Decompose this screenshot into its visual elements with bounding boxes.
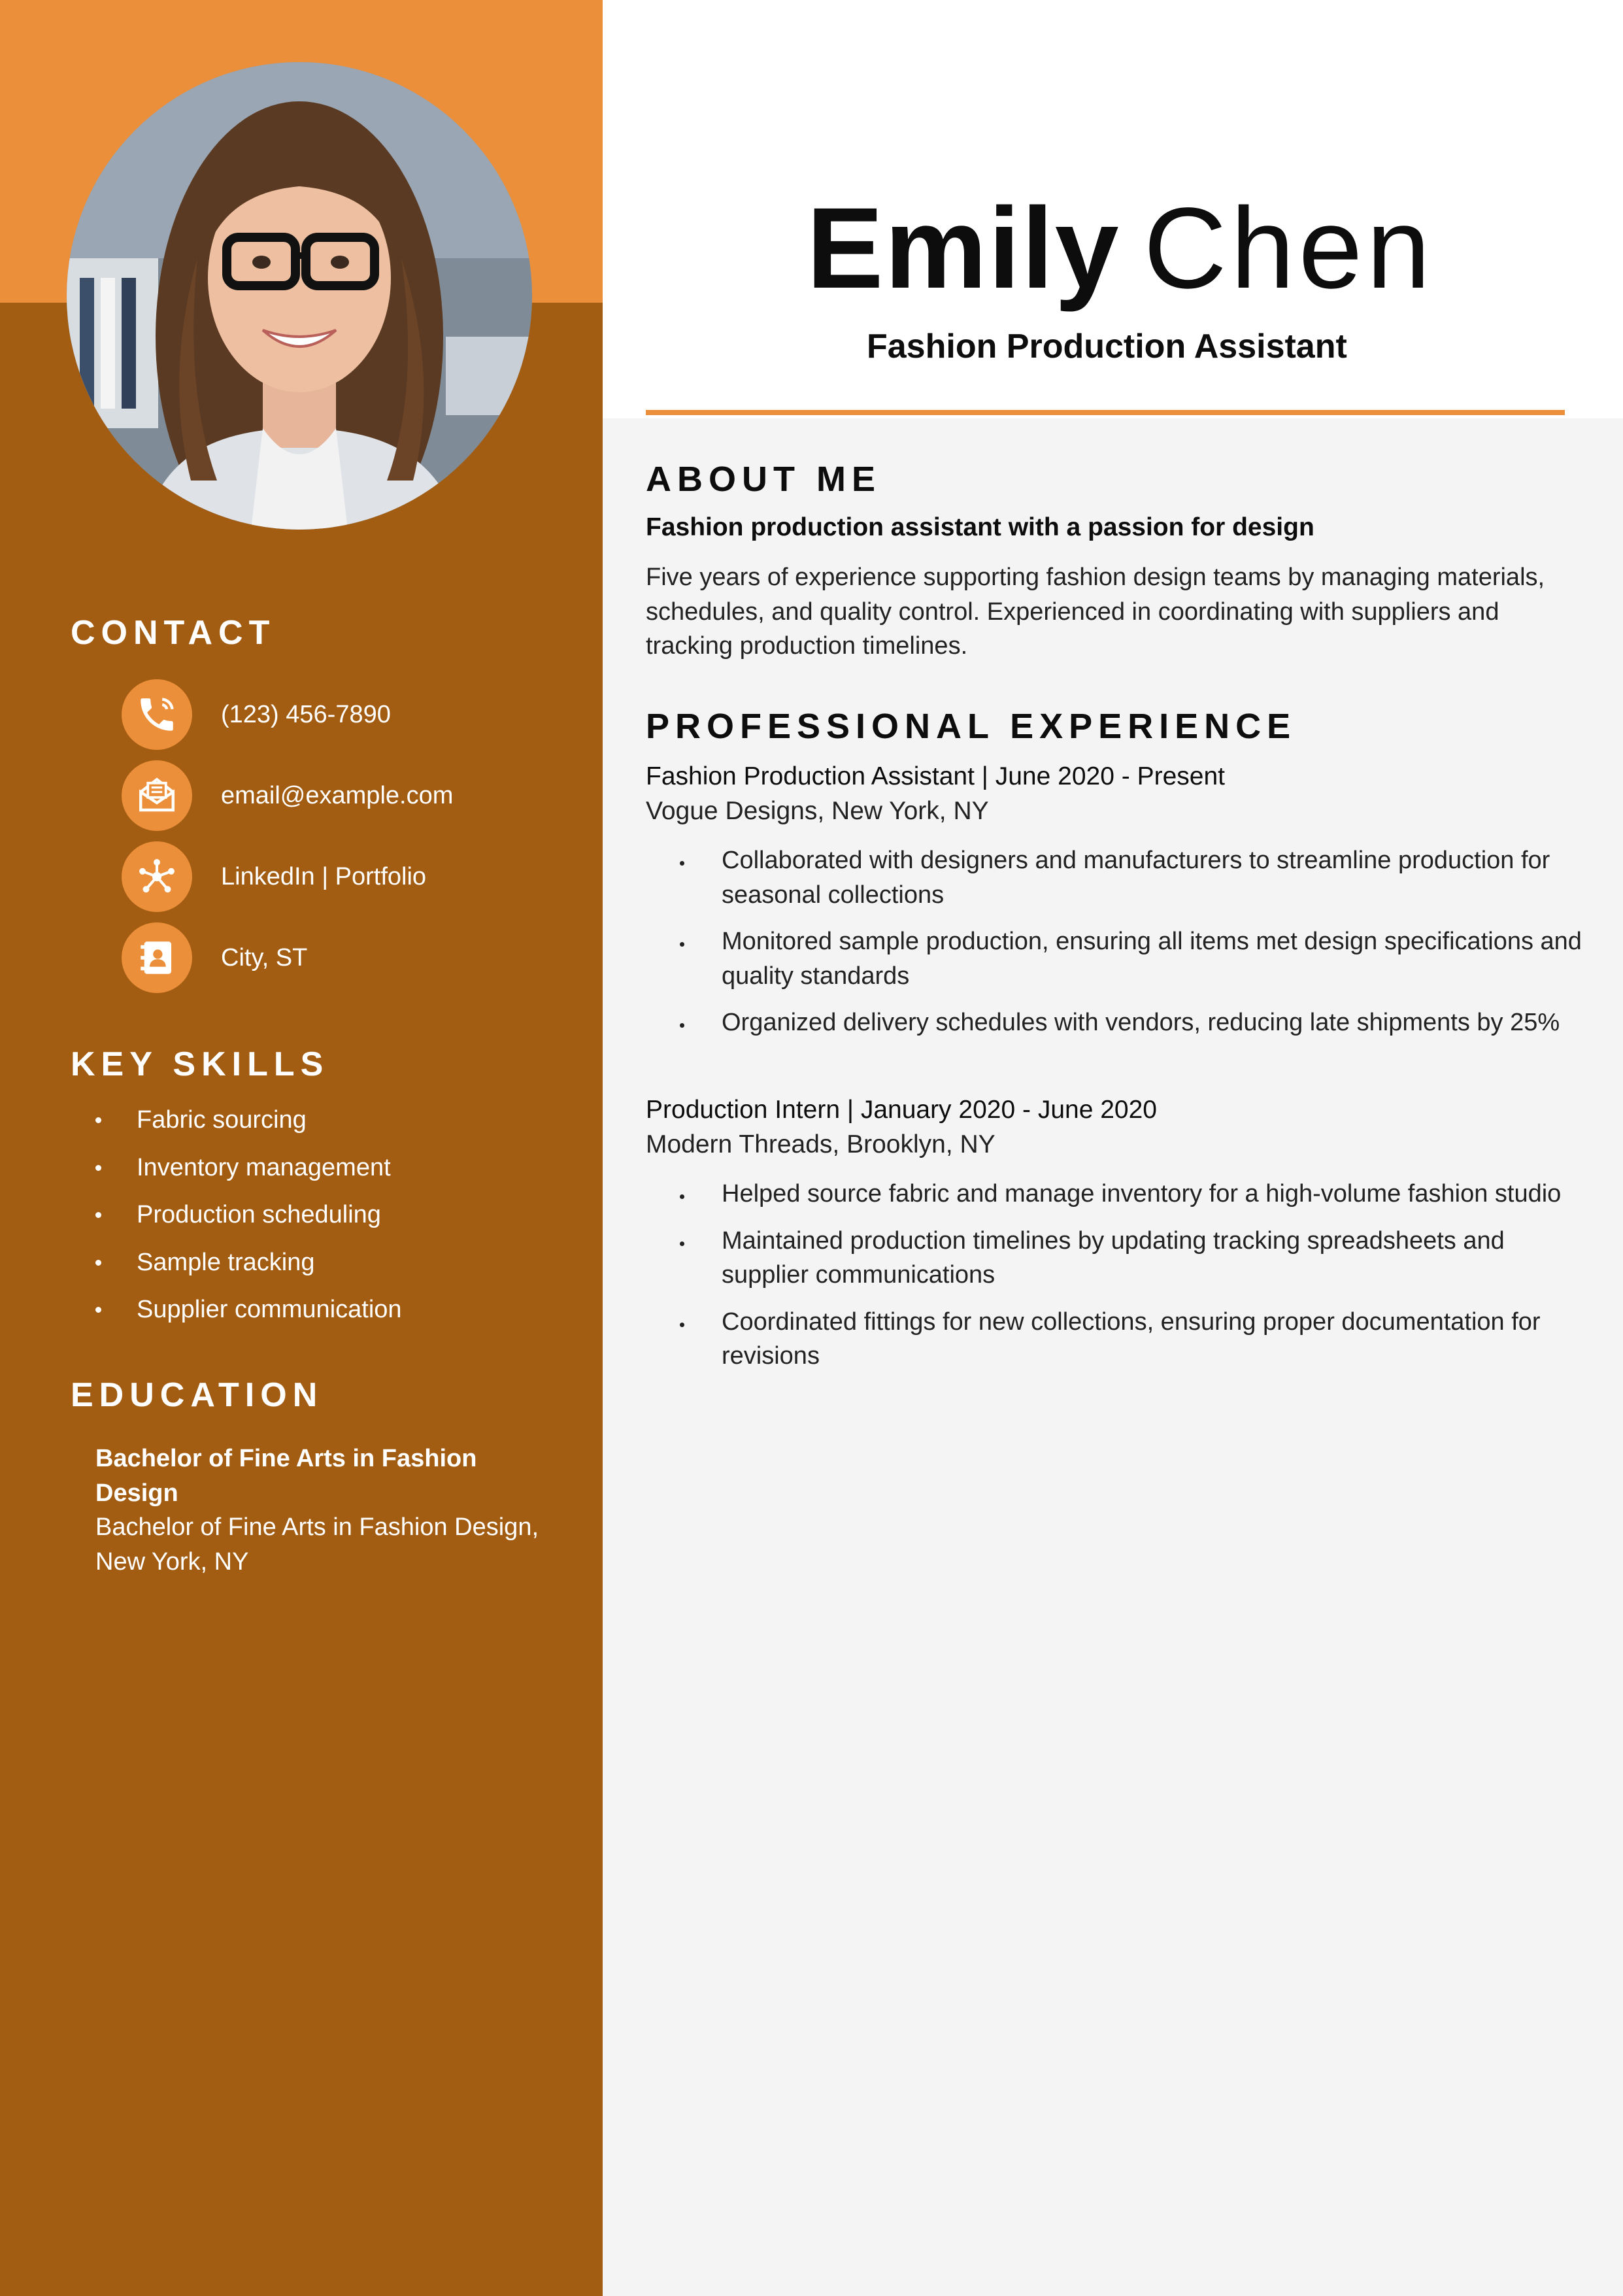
skills-list xyxy=(95,1102,402,1339)
profile-photo xyxy=(67,62,532,530)
candidate-name xyxy=(807,177,1434,320)
job-bullet: Maintained production timelines by updating tracking spreadsheets and supplier communications xyxy=(680,1224,1588,1292)
first-name: Emily xyxy=(807,184,1120,312)
job-company: Modern Threads, Brooklyn, NY xyxy=(646,1130,996,1158)
education-heading: EDUCATION xyxy=(71,1376,324,1414)
job-bullets xyxy=(680,1177,1588,1386)
contact-phone-text: (123) 456-7890 xyxy=(221,700,391,728)
education-degree: Bachelor of Fine Arts in Fashion Design xyxy=(95,1445,477,1507)
job-role-line: Fashion Production Assistant | June 2020 - Present xyxy=(646,762,1225,790)
job-role-line: Production Intern | January 2020 - June 2020 xyxy=(646,1096,1157,1124)
job-title: Fashion Production Assistant xyxy=(867,328,1347,365)
about-body: Five years of experience supporting fashion design teams by managing materials, schedules, and quality control. Experienced in coordinating with suppliers and tracking production timelines. xyxy=(646,564,1545,660)
job-bullets xyxy=(680,843,1588,1053)
skills-heading: KEY SKILLS xyxy=(71,1045,329,1083)
contact-heading: CONTACT xyxy=(71,614,276,652)
portrait-illustration xyxy=(67,62,532,530)
about-subtitle: Fashion production assistant with a passion for design xyxy=(646,513,1314,541)
skill-item: Production scheduling xyxy=(95,1196,402,1244)
job-bullet: Monitored sample production, ensuring all items met design specifications and quality standards xyxy=(680,924,1588,993)
email-icon xyxy=(122,760,192,831)
job-company: Vogue Designs, New York, NY xyxy=(646,797,989,825)
header-divider xyxy=(646,410,1565,415)
contact-email[interactable] xyxy=(122,760,453,831)
about-heading: ABOUT ME xyxy=(646,460,881,499)
education-entry xyxy=(95,1442,566,1579)
contact-links[interactable] xyxy=(122,841,426,912)
contact-location[interactable] xyxy=(122,922,307,993)
address-book-icon xyxy=(122,922,192,993)
last-name: Chen xyxy=(1143,184,1435,312)
job-bullet: Collaborated with designers and manufacturers to streamline production for seasonal collections xyxy=(680,843,1588,912)
experience-heading: PROFESSIONAL EXPERIENCE xyxy=(646,707,1297,746)
phone-icon xyxy=(122,679,192,750)
job-bullet: Organized delivery schedules with vendors, reducing late shipments by 25% xyxy=(680,1005,1588,1040)
contact-email-text: email@example.com xyxy=(221,781,454,809)
job-bullet: Helped source fabric and manage inventory for a high-volume fashion studio xyxy=(680,1177,1588,1211)
skill-item: Sample tracking xyxy=(95,1244,402,1292)
contact-links-text: LinkedIn | Portfolio xyxy=(221,862,427,890)
education-detail: Bachelor of Fine Arts in Fashion Design, New York, NY xyxy=(95,1513,539,1576)
contact-phone[interactable] xyxy=(122,679,391,750)
skill-item: Supplier communication xyxy=(95,1291,402,1339)
contact-location-text: City, ST xyxy=(221,943,308,971)
skill-item: Fabric sourcing xyxy=(95,1102,402,1149)
network-icon xyxy=(122,841,192,912)
skill-item: Inventory management xyxy=(95,1149,402,1197)
job-bullet: Coordinated fittings for new collections, ensuring proper documentation for revisions xyxy=(680,1305,1588,1374)
